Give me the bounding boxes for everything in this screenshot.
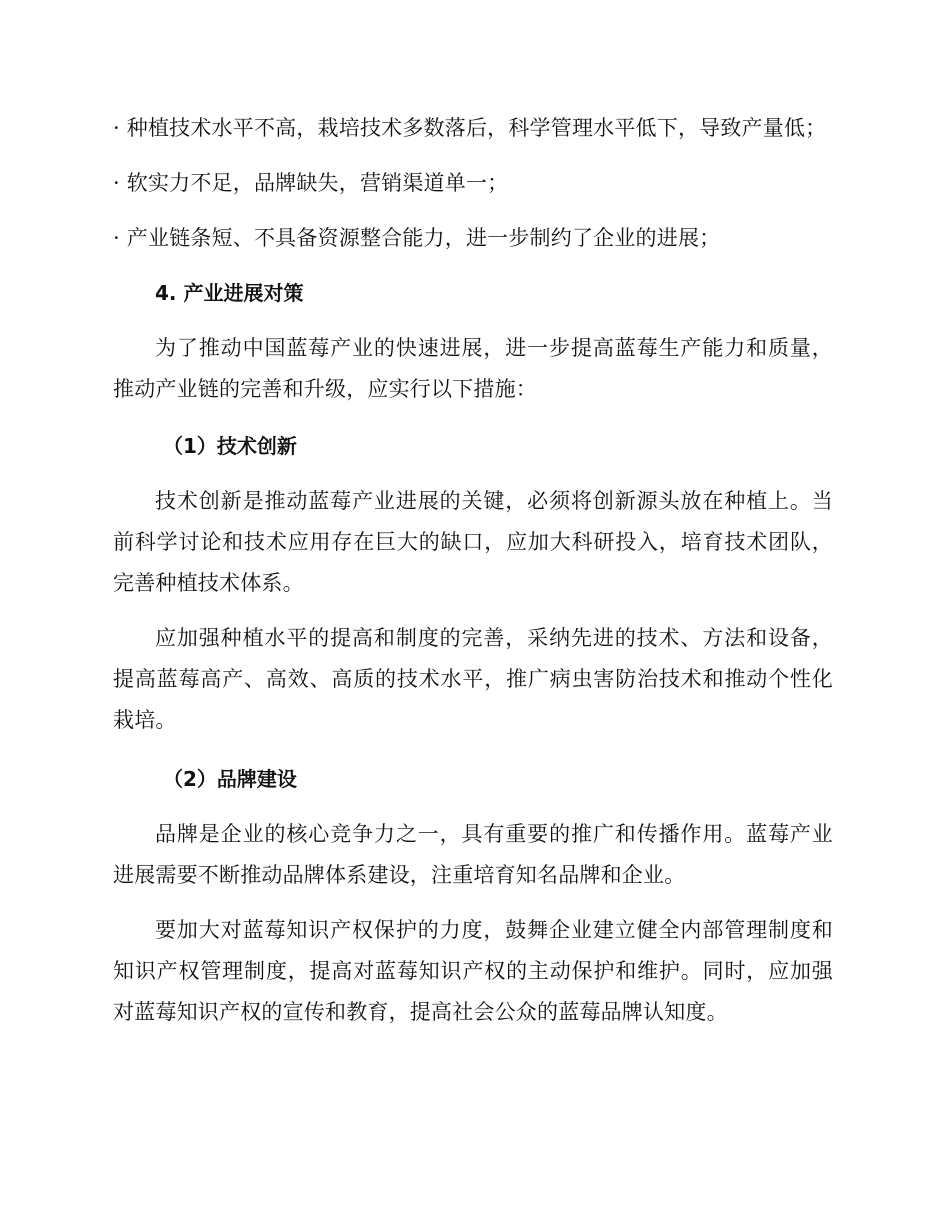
bullet-item: · 种植技术水平不高，栽培技术多数落后，科学管理水平低下，导致产量低；: [113, 116, 827, 140]
bullet-item: · 产业链条短、不具备资源整合能力，进一步制约了企业的进展；: [113, 226, 721, 250]
subsection-title-brand: （2）品牌建设: [163, 767, 297, 791]
intro-paragraph: 为了推动中国蓝莓产业的快速进展，进一步提高蓝莓生产能力和质量，推动产业链的完善和升级，应实行以下措施：: [113, 336, 833, 401]
section-title: 4. 产业进展对策: [155, 281, 304, 305]
body-paragraph: 要加大对蓝莓知识产权保护的力度，鼓舞企业建立健全内部管理制度和知识产权管理制度，提高对蓝莓知识产权的主动保护和维护。同时，应加强对蓝莓知识产权的宣传和教育，提高社会公众的蓝莓品牌认知度。: [113, 918, 833, 1024]
bullet-item: · 软实力不足，品牌缺失，营销渠道单一；: [113, 171, 509, 195]
body-paragraph: 品牌是企业的核心竞争力之一，具有重要的推广和传播作用。蓝莓产业进展需要不断推动品牌体系建设，注重培育知名品牌和企业。: [113, 822, 833, 887]
subsection-title-tech: （1）技术创新: [163, 434, 297, 458]
document-body: [113, 108, 833, 1033]
body-paragraph: 技术创新是推动蓝莓产业进展的关键，必须将创新源头放在种植上。当前科学讨论和技术应用存在巨大的缺口，应加大科研投入，培育技术团队，完善种植技术体系。: [113, 489, 833, 595]
body-paragraph: 应加强种植水平的提高和制度的完善，采纳先进的技术、方法和设备，提高蓝莓高产、高效、高质的技术水平，推广病虫害防治技术和推动个性化栽培。: [113, 626, 833, 732]
